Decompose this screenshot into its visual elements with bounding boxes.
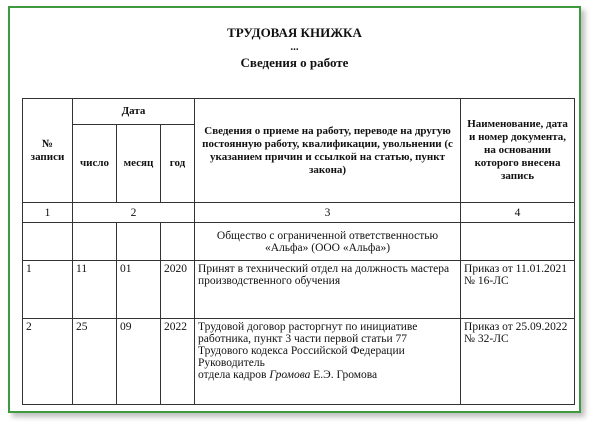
- handwritten-signature: Громова: [269, 369, 311, 381]
- document-title: ТРУДОВАЯ КНИЖКА: [227, 25, 362, 40]
- header-year: год: [161, 125, 195, 203]
- record-month: 01: [117, 261, 161, 319]
- header-record-number: № записи: [23, 99, 73, 203]
- record-year: 2020: [161, 261, 195, 319]
- header-date: Дата: [73, 99, 195, 125]
- col-number-4: 4: [461, 203, 575, 223]
- work-records-table: [22, 98, 575, 405]
- table-row: [23, 261, 575, 319]
- record-day: 11: [73, 261, 117, 319]
- header-month: месяц: [117, 125, 161, 203]
- dismissal-text: Трудовой договор расторгнут по инициативе работника, пункт 3 части первой статьи 77 Трудового кодекса Российской Федерации: [198, 321, 418, 357]
- organization-name: Общество с ограниченной ответственностью «Альфа» (ООО «Альфа»): [195, 223, 461, 261]
- col-number-2: 2: [73, 203, 195, 223]
- header-document: Наименование, дата и номер документа, на основании которого внесена запись: [461, 99, 575, 203]
- record-document: Приказ от 25.09.2022 № 32-ЛС: [461, 319, 575, 405]
- record-number: 2: [23, 319, 73, 405]
- record-day: 25: [73, 319, 117, 405]
- header-day: число: [73, 125, 117, 203]
- header-work-info: Сведения о приеме на работу, переводе на другую постоянную работу, квалификации, увольнении (с указанием причин и ссылкой на статью, пункт закона): [195, 99, 461, 203]
- record-number: 1: [23, 261, 73, 319]
- document-frame: [8, 6, 581, 413]
- col-number-3: 3: [195, 203, 461, 223]
- title-ellipsis: ...: [290, 41, 299, 53]
- col-number-1: 1: [23, 203, 73, 223]
- signer-name: Е.Э. Громова: [313, 369, 378, 381]
- record-info: [195, 319, 461, 405]
- record-document: Приказ от 11.01.2021 № 16-ЛС: [461, 261, 575, 319]
- record-month: 09: [117, 319, 161, 405]
- signer-department: отдела кадров: [198, 369, 267, 381]
- table-row: [23, 319, 575, 405]
- record-year: 2022: [161, 319, 195, 405]
- document-subtitle: Сведения о работе: [240, 55, 349, 70]
- record-info: Принят в технический отдел на должность мастера производственного обучения: [195, 261, 461, 319]
- signer-position-line1: Руководитель: [198, 357, 265, 369]
- signer-position-line2: [198, 369, 457, 381]
